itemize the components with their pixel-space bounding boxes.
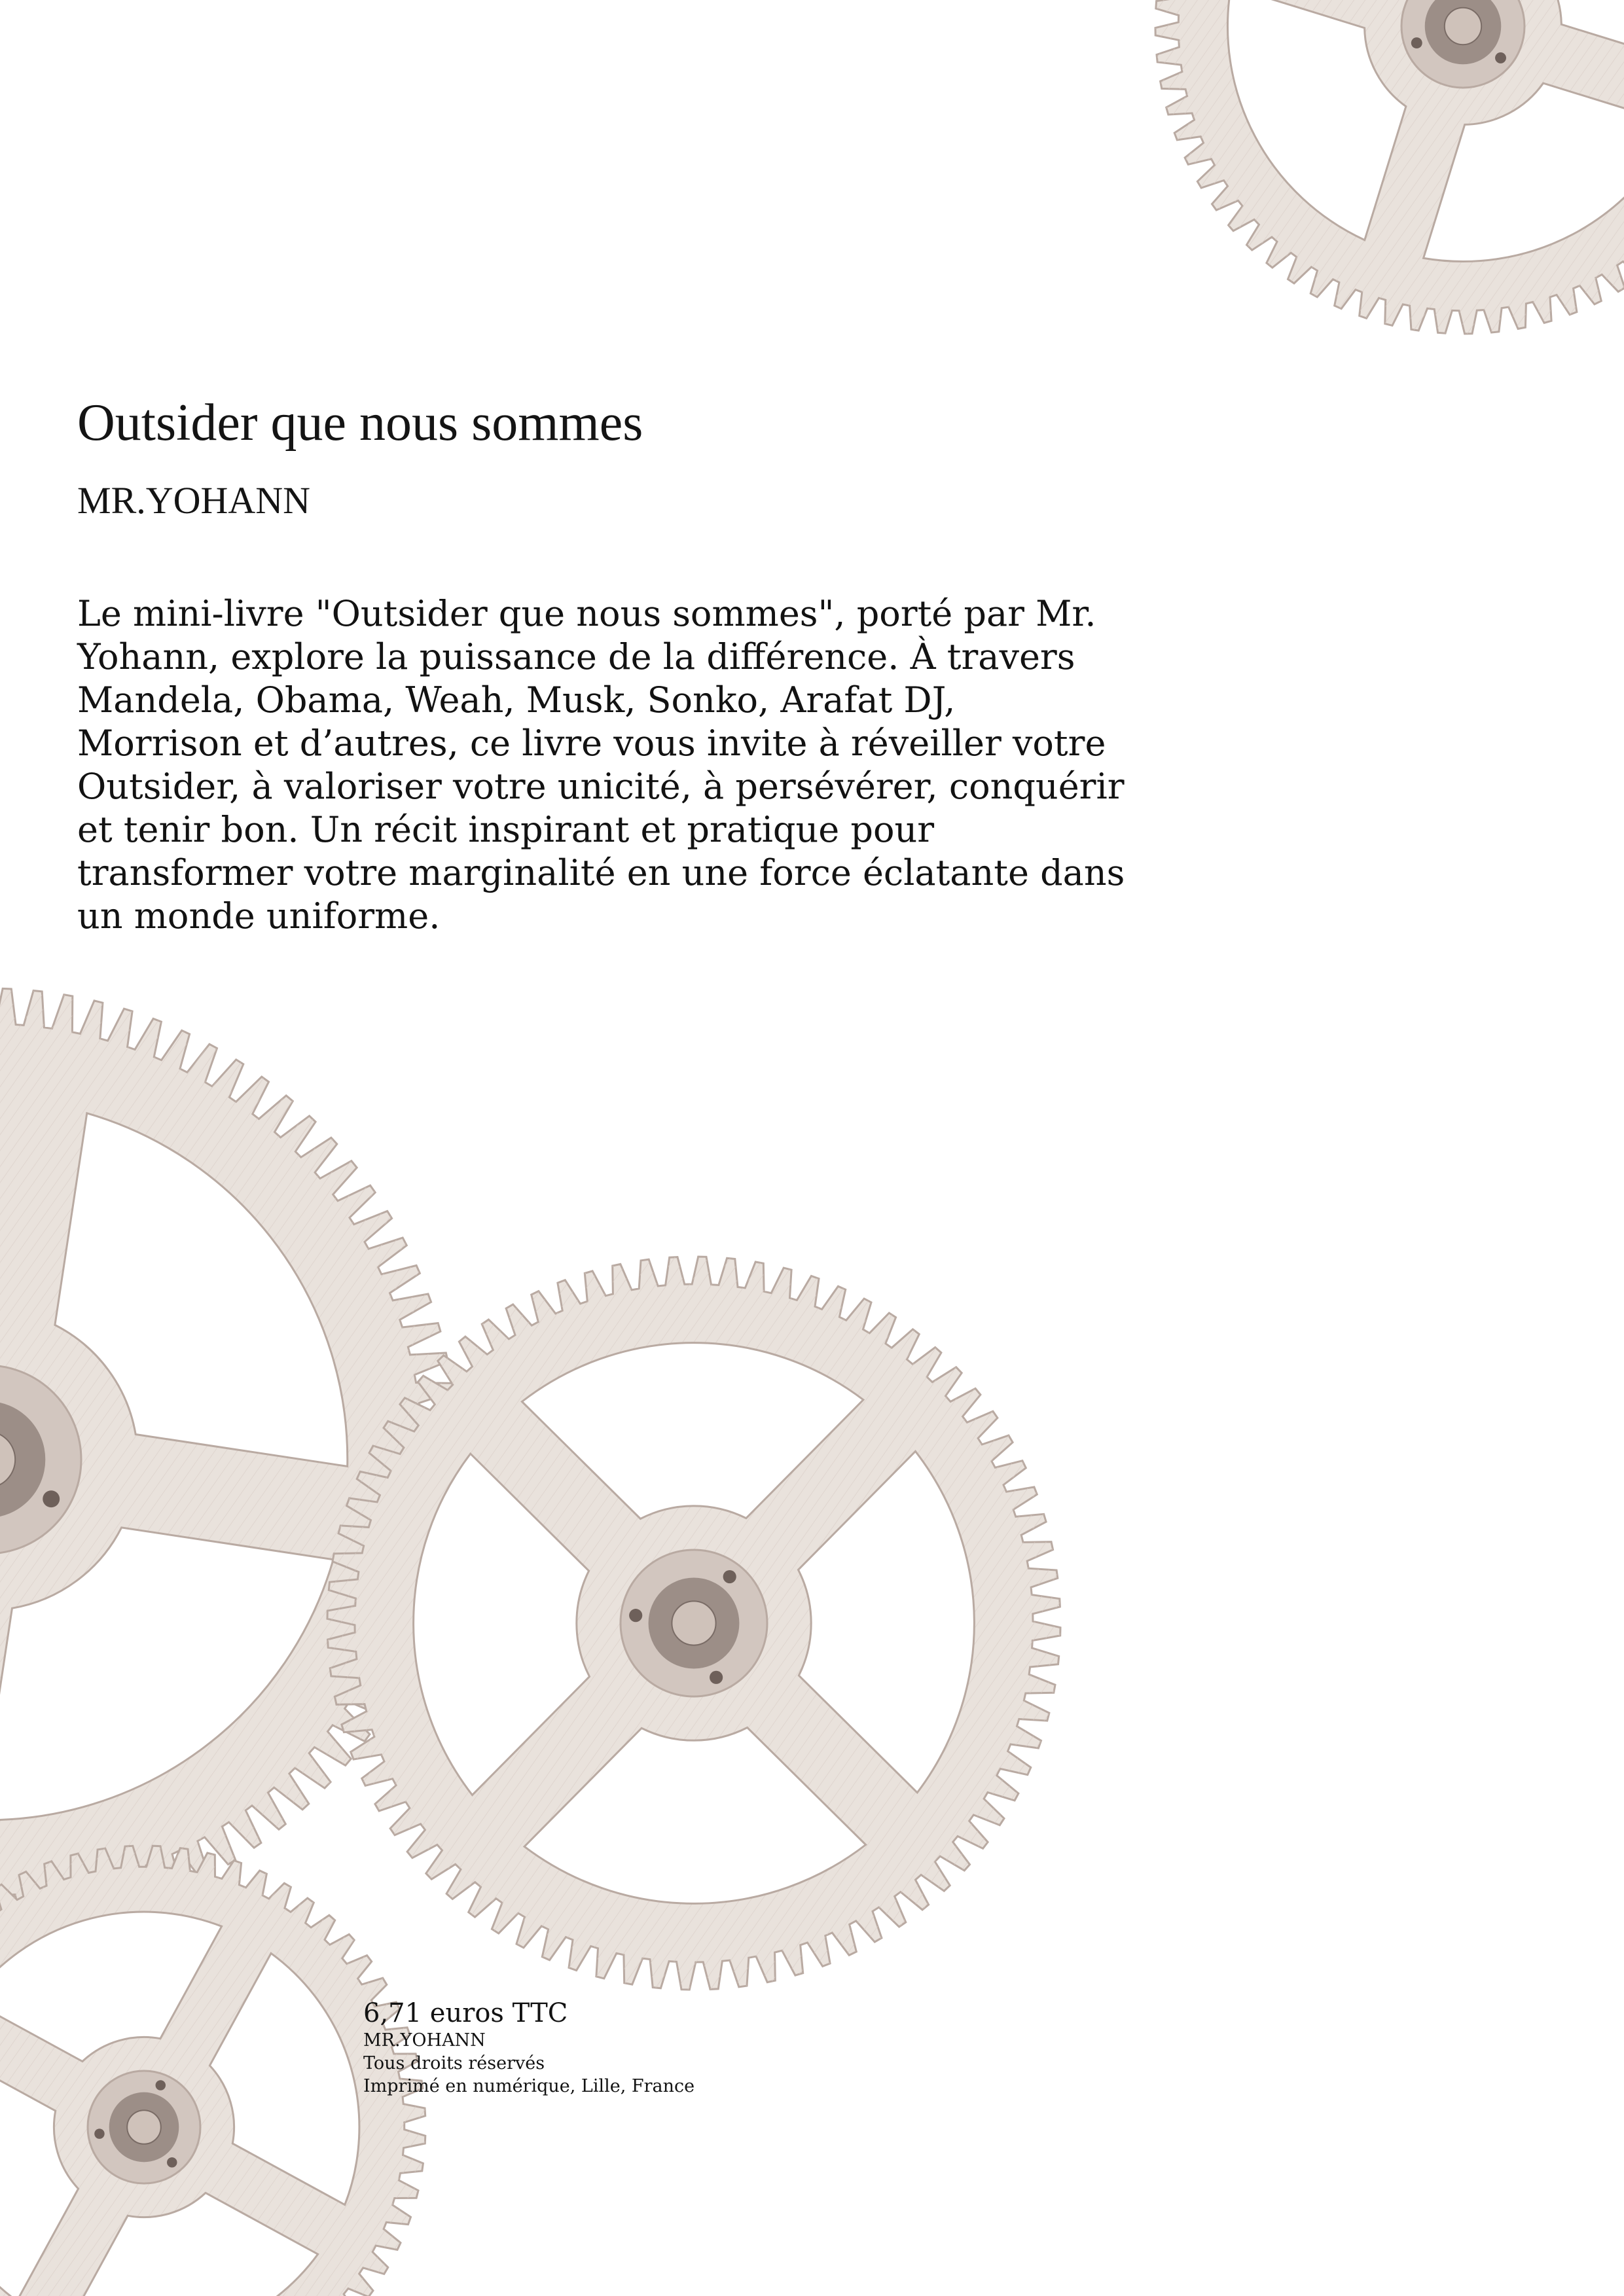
blurb-line: transformer votre marginalité en une force éclatante dans xyxy=(77,852,1125,893)
price: 6,71 euros TTC xyxy=(363,1998,568,2028)
book-blurb xyxy=(77,592,1255,938)
blurb-line: Le mini-livre "Outsider que nous sommes", porté par Mr. xyxy=(77,593,1096,634)
imprint-author: MR.YOHANN xyxy=(363,2030,486,2051)
blurb-line: et tenir bon. Un récit inspirant et pratique pour xyxy=(77,809,935,850)
book-title: Outsider que nous sommes xyxy=(77,394,643,452)
book-author: MR.YOHANN xyxy=(77,479,311,522)
blurb-line: Yohann, explore la puissance de la différence. À travers xyxy=(77,636,1075,677)
blurb-line: un monde uniforme. xyxy=(77,895,441,937)
imprint-block xyxy=(363,1998,695,2098)
gear-icon-bottom-left xyxy=(0,1846,425,2296)
printed-location: Imprimé en numérique, Lille, France xyxy=(363,2076,695,2096)
blurb-line: Morrison et d’autres, ce livre vous invite à réveiller votre xyxy=(77,723,1106,764)
blurb-line: Outsider, à valoriser votre unicité, à persévérer, conquérir xyxy=(77,766,1125,807)
rights-notice: Tous droits réservés xyxy=(363,2053,545,2073)
blurb-line: Mandela, Obama, Weah, Musk, Sonko, Arafat DJ, xyxy=(77,679,956,721)
gear-icon-top-right xyxy=(1155,0,1624,334)
